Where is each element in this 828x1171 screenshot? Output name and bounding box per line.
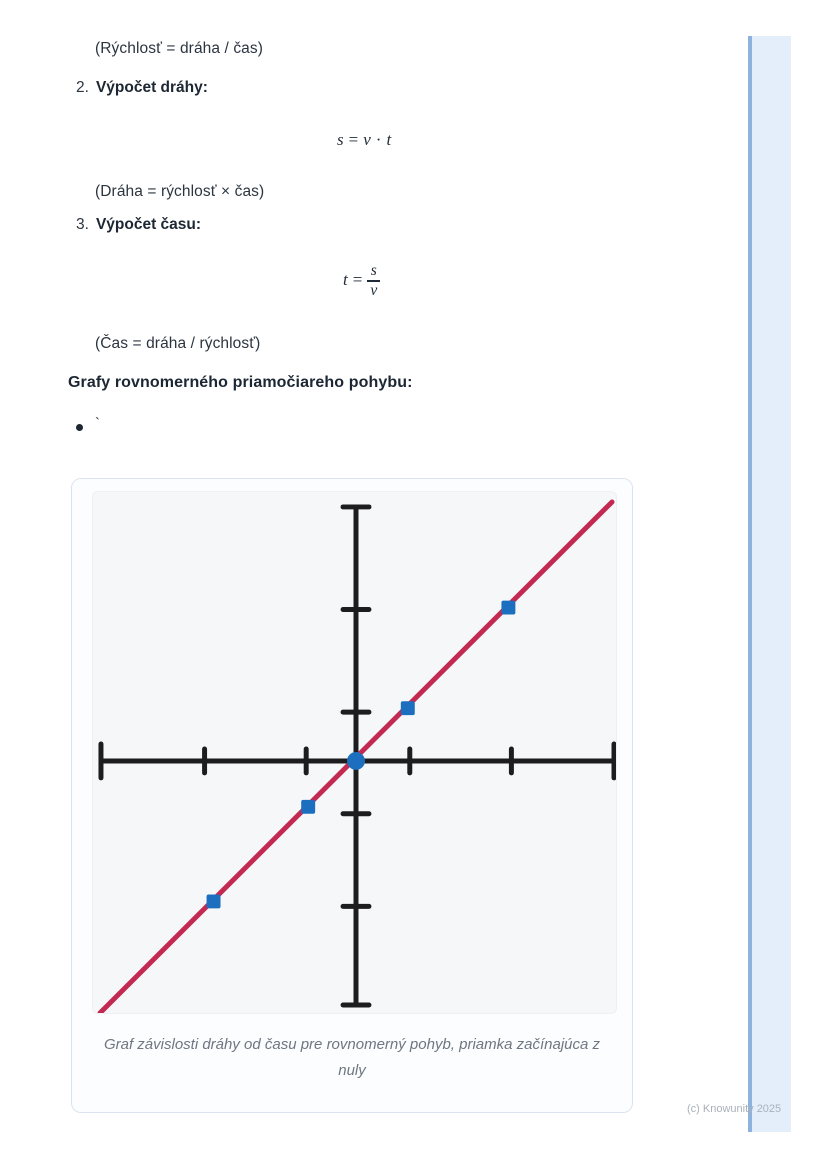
figure-caption-text: Graf závislosti dráhy od času pre rovnomerný pohyb, priamka začínajúca z nuly — [103, 1036, 601, 1079]
list-number: 3. — [76, 216, 89, 233]
equals-sign: = — [348, 130, 359, 149]
data-point-marker — [501, 601, 515, 615]
page-edge-strip — [748, 36, 791, 1132]
formula-var-s: s — [337, 130, 344, 149]
data-point-marker — [207, 894, 221, 908]
bullet-item-text: ` — [95, 415, 100, 432]
list-number: 2. — [76, 79, 89, 96]
data-point-marker — [401, 701, 415, 715]
formula-var-t: t — [386, 130, 392, 149]
list-label: Výpočet času: — [95, 216, 202, 233]
note-speed-formula: (Rýchlosť = dráha / čas) — [95, 40, 264, 57]
data-point-marker — [301, 800, 315, 814]
formula-var-v: v — [363, 130, 371, 149]
fraction-denominator: v — [370, 281, 378, 299]
note-distance-formula: (Dráha = rýchlosť × čas) — [95, 183, 265, 200]
bullet-marker-icon — [76, 424, 83, 431]
list-label: Výpočet dráhy: — [95, 79, 208, 96]
inline-formula-s-vt — [337, 130, 391, 150]
figure-card — [71, 478, 633, 1113]
note-time-formula: (Čas = dráha / rýchlosť) — [95, 335, 261, 352]
origin-point-marker — [347, 752, 365, 770]
motion-graph-svg — [93, 492, 616, 1013]
copyright-watermark: (c) Knowunity 2025 — [687, 1103, 782, 1115]
graphs-heading: Grafy rovnomerného priamočiareho pohybu: — [68, 374, 413, 391]
motion-graph-figure — [92, 491, 617, 1014]
equals-sign: = — [352, 269, 363, 289]
fraction — [367, 263, 380, 299]
list-item-time — [76, 216, 201, 234]
list-item-distance — [76, 79, 208, 97]
figure-caption — [92, 1032, 612, 1084]
formula-var-t: t — [343, 269, 348, 289]
inline-formula-t-sv — [343, 263, 380, 299]
multiplication-dot: · — [375, 130, 382, 149]
fraction-numerator: s — [370, 262, 377, 279]
